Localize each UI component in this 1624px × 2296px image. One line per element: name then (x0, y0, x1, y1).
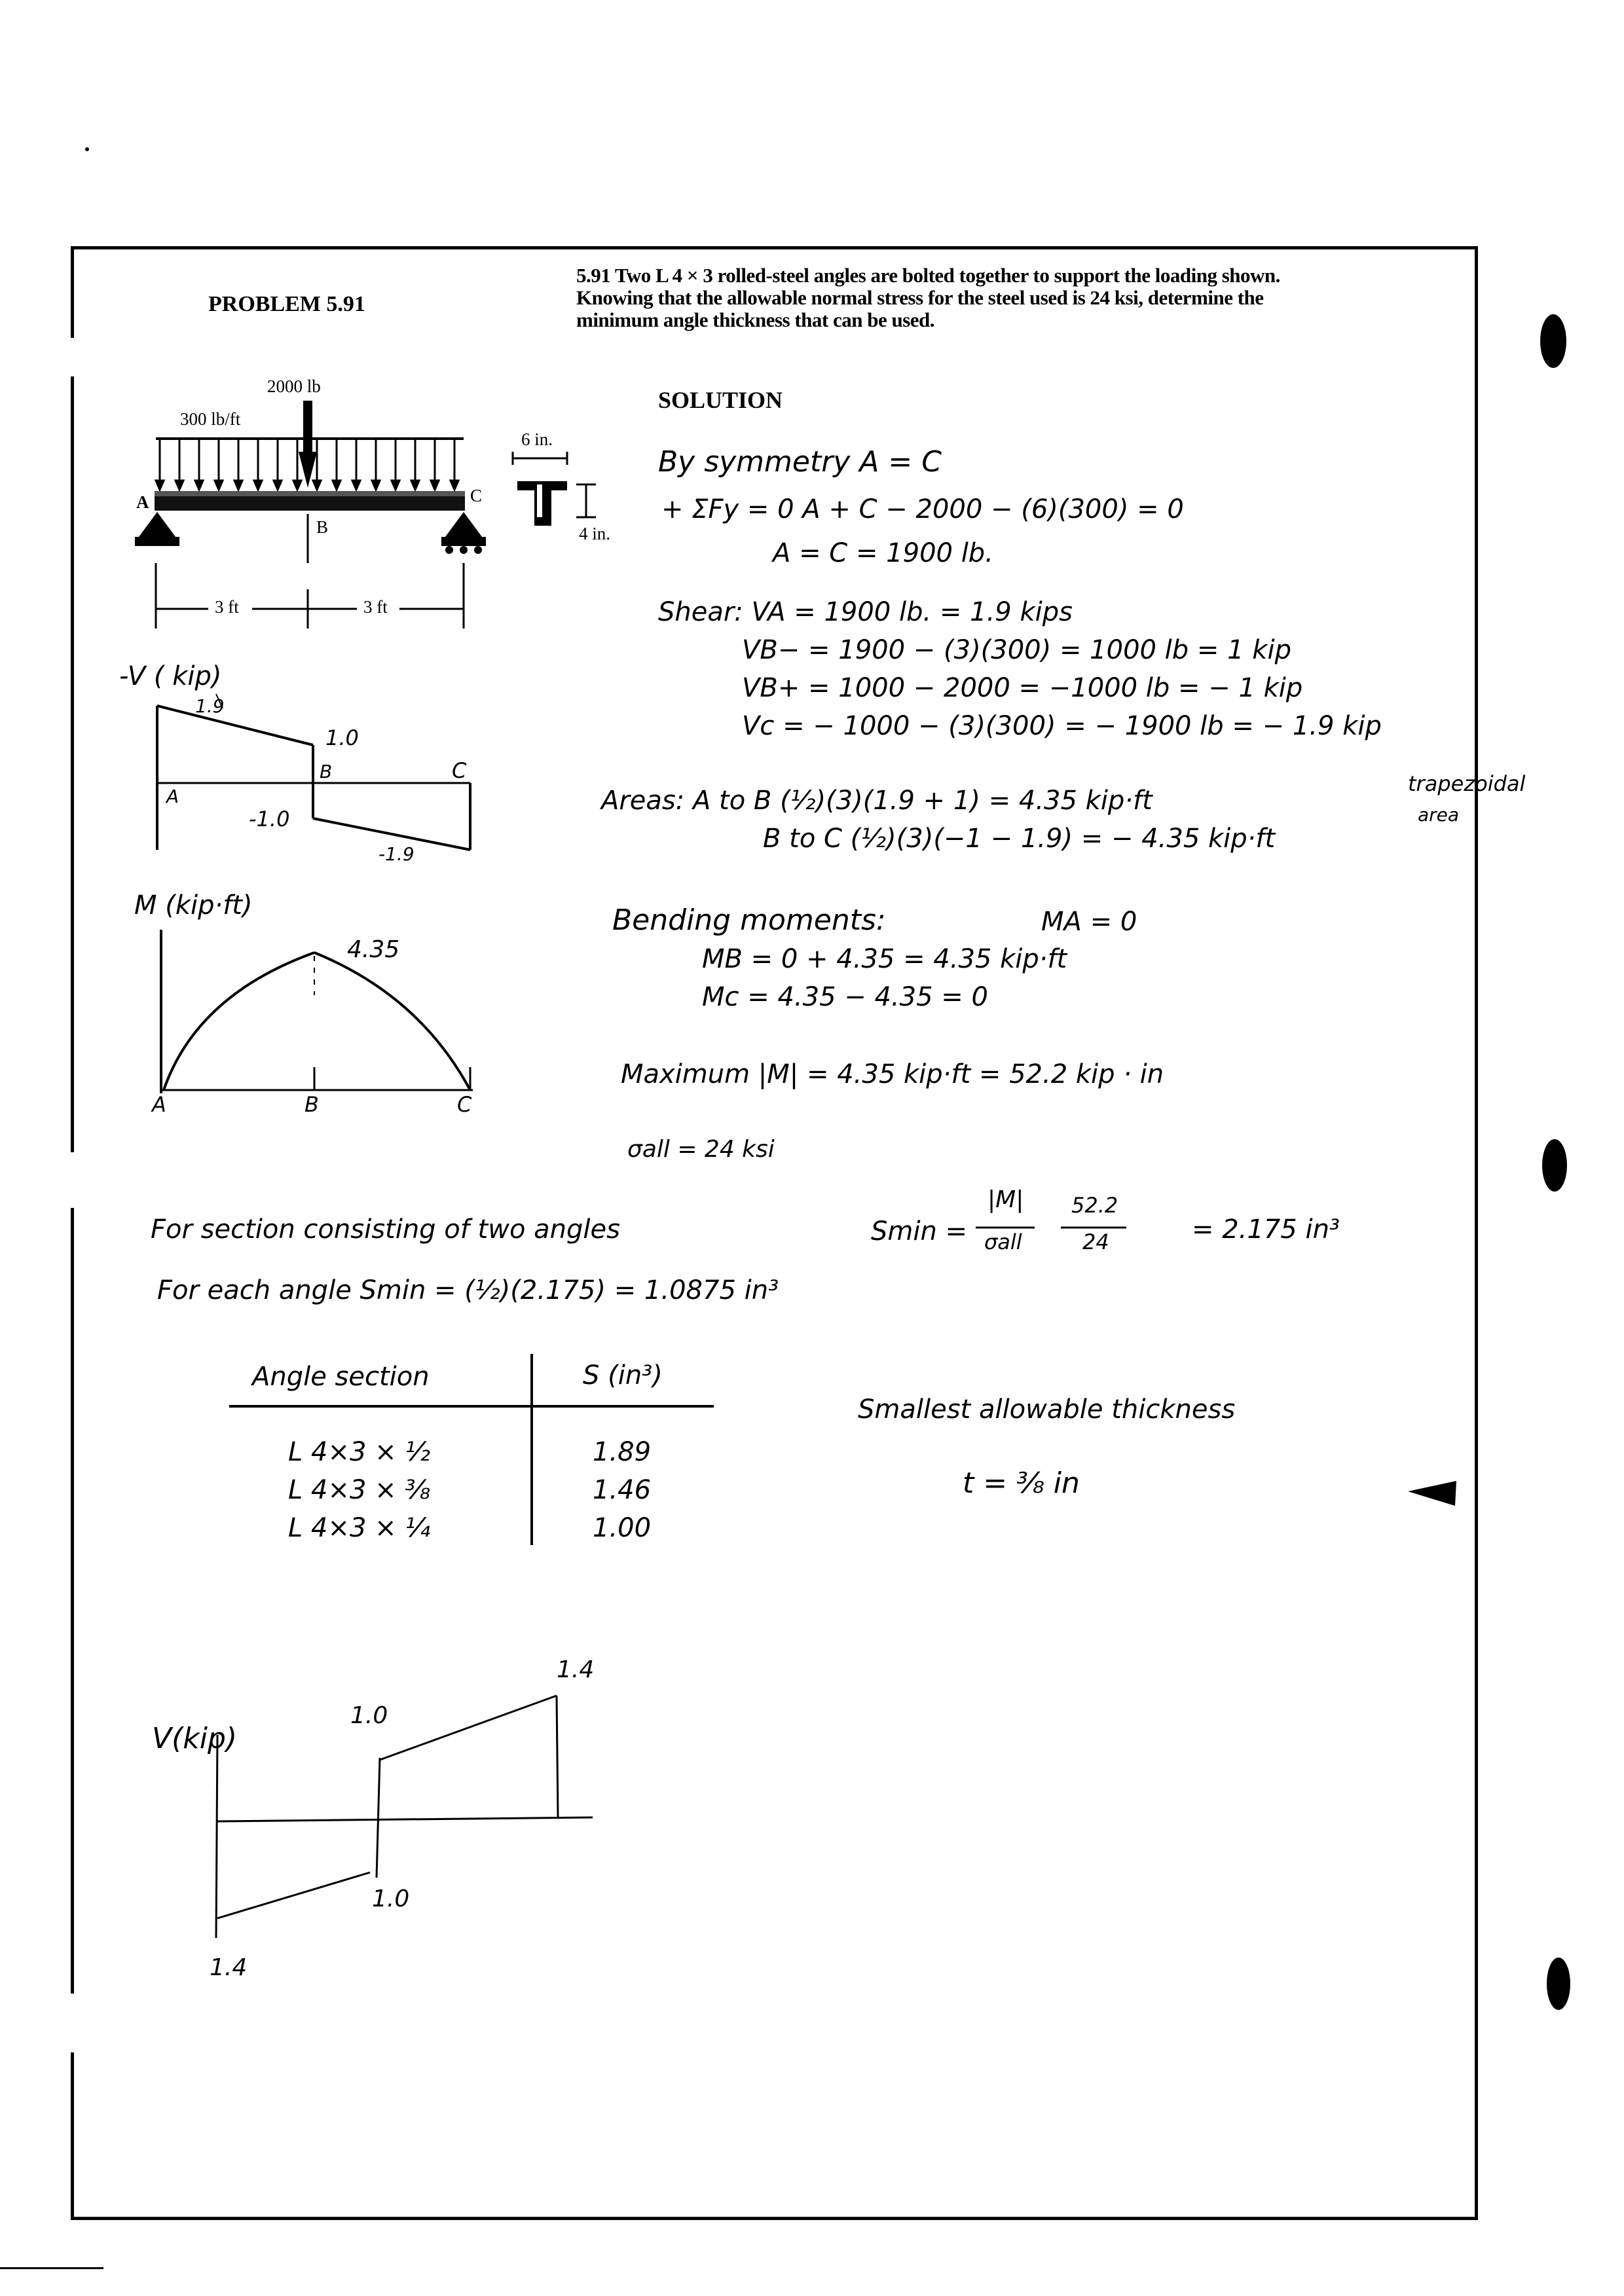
problem-label: PROBLEM 5.91 (208, 292, 365, 316)
trapezoidal-note: trapezoidal (1408, 771, 1526, 796)
moment-a-label: A (152, 1092, 166, 1117)
moment-c-label: C (457, 1092, 472, 1117)
smallest-thickness-label: Smallest allowable thickness (858, 1394, 1236, 1425)
point-load-label: 2000 lb (267, 376, 321, 396)
smin-numerator-symbol: |M| (987, 1186, 1024, 1213)
equilibrium-line: + ΣFy = 0 A + C − 2000 − (6)(300) = 0 (661, 494, 1184, 524)
table-cell-section: L 4×3 × ½ (288, 1437, 431, 1467)
smin-denominator-value: 24 (1082, 1230, 1109, 1254)
support-a-label: A (136, 492, 149, 512)
smin-numerator-value: 52.2 (1071, 1193, 1118, 1218)
smin-denominator-symbol: σall (984, 1230, 1022, 1254)
sketch-bottom-left-label: 1.4 (210, 1954, 248, 1981)
support-c-label: C (470, 486, 483, 505)
max-moment-line: Maximum |M| = 4.35 kip·ft = 52.2 kip · in (621, 1059, 1164, 1089)
section-height-label: 4 in. (579, 524, 611, 543)
moment-a-line: MA = 0 (1041, 907, 1137, 937)
shear-vc-line: Vc = − 1000 − (3)(300) = − 1900 lb = − 1.9 kip (742, 711, 1382, 741)
sketch-bottom-mid-label: 1.0 (372, 1886, 410, 1912)
sketch-top-mid-label: 1.0 (350, 1702, 388, 1729)
answer-thickness: t = ⅜ in (963, 1467, 1080, 1500)
areas-bc-line: B to C (½)(3)(−1 − 1.9) = − 4.35 kip·ft (763, 824, 1276, 854)
shear-a-label: A (166, 786, 179, 807)
table-cell-s: 1.46 (593, 1475, 652, 1505)
table-cell-section: L 4×3 × ⅜ (288, 1475, 431, 1505)
shear-vb-plus-line: VB+ = 1000 − 2000 = −1000 lb = − 1 kip (742, 673, 1303, 703)
moment-title: M (kip·ft) (134, 890, 253, 920)
statement-line: minimum angle thickness that can be used. (576, 308, 935, 331)
moment-c-line: Mc = 4.35 − 4.35 = 0 (702, 982, 988, 1012)
shear-vb-right-label: -1.0 (249, 807, 290, 831)
areas-ab-line: Areas: A to B (½)(3)(1.9 + 1) = 4.35 kip·ft (601, 786, 1153, 816)
statement-line: 5.91 Two L 4 × 3 rolled-steel angles are bolted together to support the loading shown. (576, 264, 1280, 287)
sketch-title: V(kip) (152, 1722, 238, 1755)
distributed-load-label: 300 lb/ft (180, 409, 241, 429)
solution-heading: SOLUTION (658, 387, 783, 413)
table-cell-s: 1.00 (593, 1513, 652, 1543)
point-b-label: B (316, 517, 329, 537)
moment-b-label: B (304, 1092, 319, 1117)
symmetry-line: By symmetry A = C (658, 445, 942, 479)
shear-va-label: 1.9 (195, 695, 225, 717)
table-cell-section: L 4×3 × ¼ (288, 1513, 431, 1543)
bending-heading: Bending moments: (612, 903, 886, 937)
moment-b-line: MB = 0 + 4.35 = 4.35 kip·ft (702, 944, 1067, 974)
smin-result: = 2.175 in³ (1192, 1214, 1340, 1245)
shear-c-label: C (452, 758, 467, 783)
sketch-top-right-label: 1.4 (557, 1656, 595, 1683)
moment-peak-label: 4.35 (347, 936, 400, 963)
table-cell-s: 1.89 (593, 1437, 652, 1467)
statement-line: Knowing that the allowable normal stress for the steel used is 24 ksi, determine the (576, 286, 1264, 309)
section-width-label: 6 in. (521, 429, 553, 449)
span-right-label: 3 ft (363, 597, 388, 617)
shear-vb-left-label: 1.0 (325, 725, 359, 750)
shear-title: -V ( kip) (119, 661, 222, 691)
span-left-label: 3 ft (215, 597, 239, 617)
reaction-line: A = C = 1900 lb. (773, 538, 993, 568)
smin-label: Smin = (871, 1216, 968, 1247)
table-header-s: S (in³) (583, 1360, 663, 1391)
allowable-stress-line: σall = 24 ksi (627, 1136, 775, 1163)
shear-va-line: Shear: VA = 1900 lb. = 1.9 kips (658, 597, 1073, 627)
table-header-section: Angle section (252, 1362, 430, 1392)
two-angles-line: For section consisting of two angles (151, 1214, 620, 1245)
area-note: area (1418, 804, 1460, 826)
shear-b-label: B (320, 761, 333, 782)
shear-vb-minus-line: VB− = 1900 − (3)(300) = 1000 lb = 1 kip (742, 635, 1291, 665)
each-angle-line: For each angle Smin = (½)(2.175) = 1.0875 in³ (157, 1275, 779, 1305)
shear-vc-label: -1.9 (378, 843, 415, 865)
